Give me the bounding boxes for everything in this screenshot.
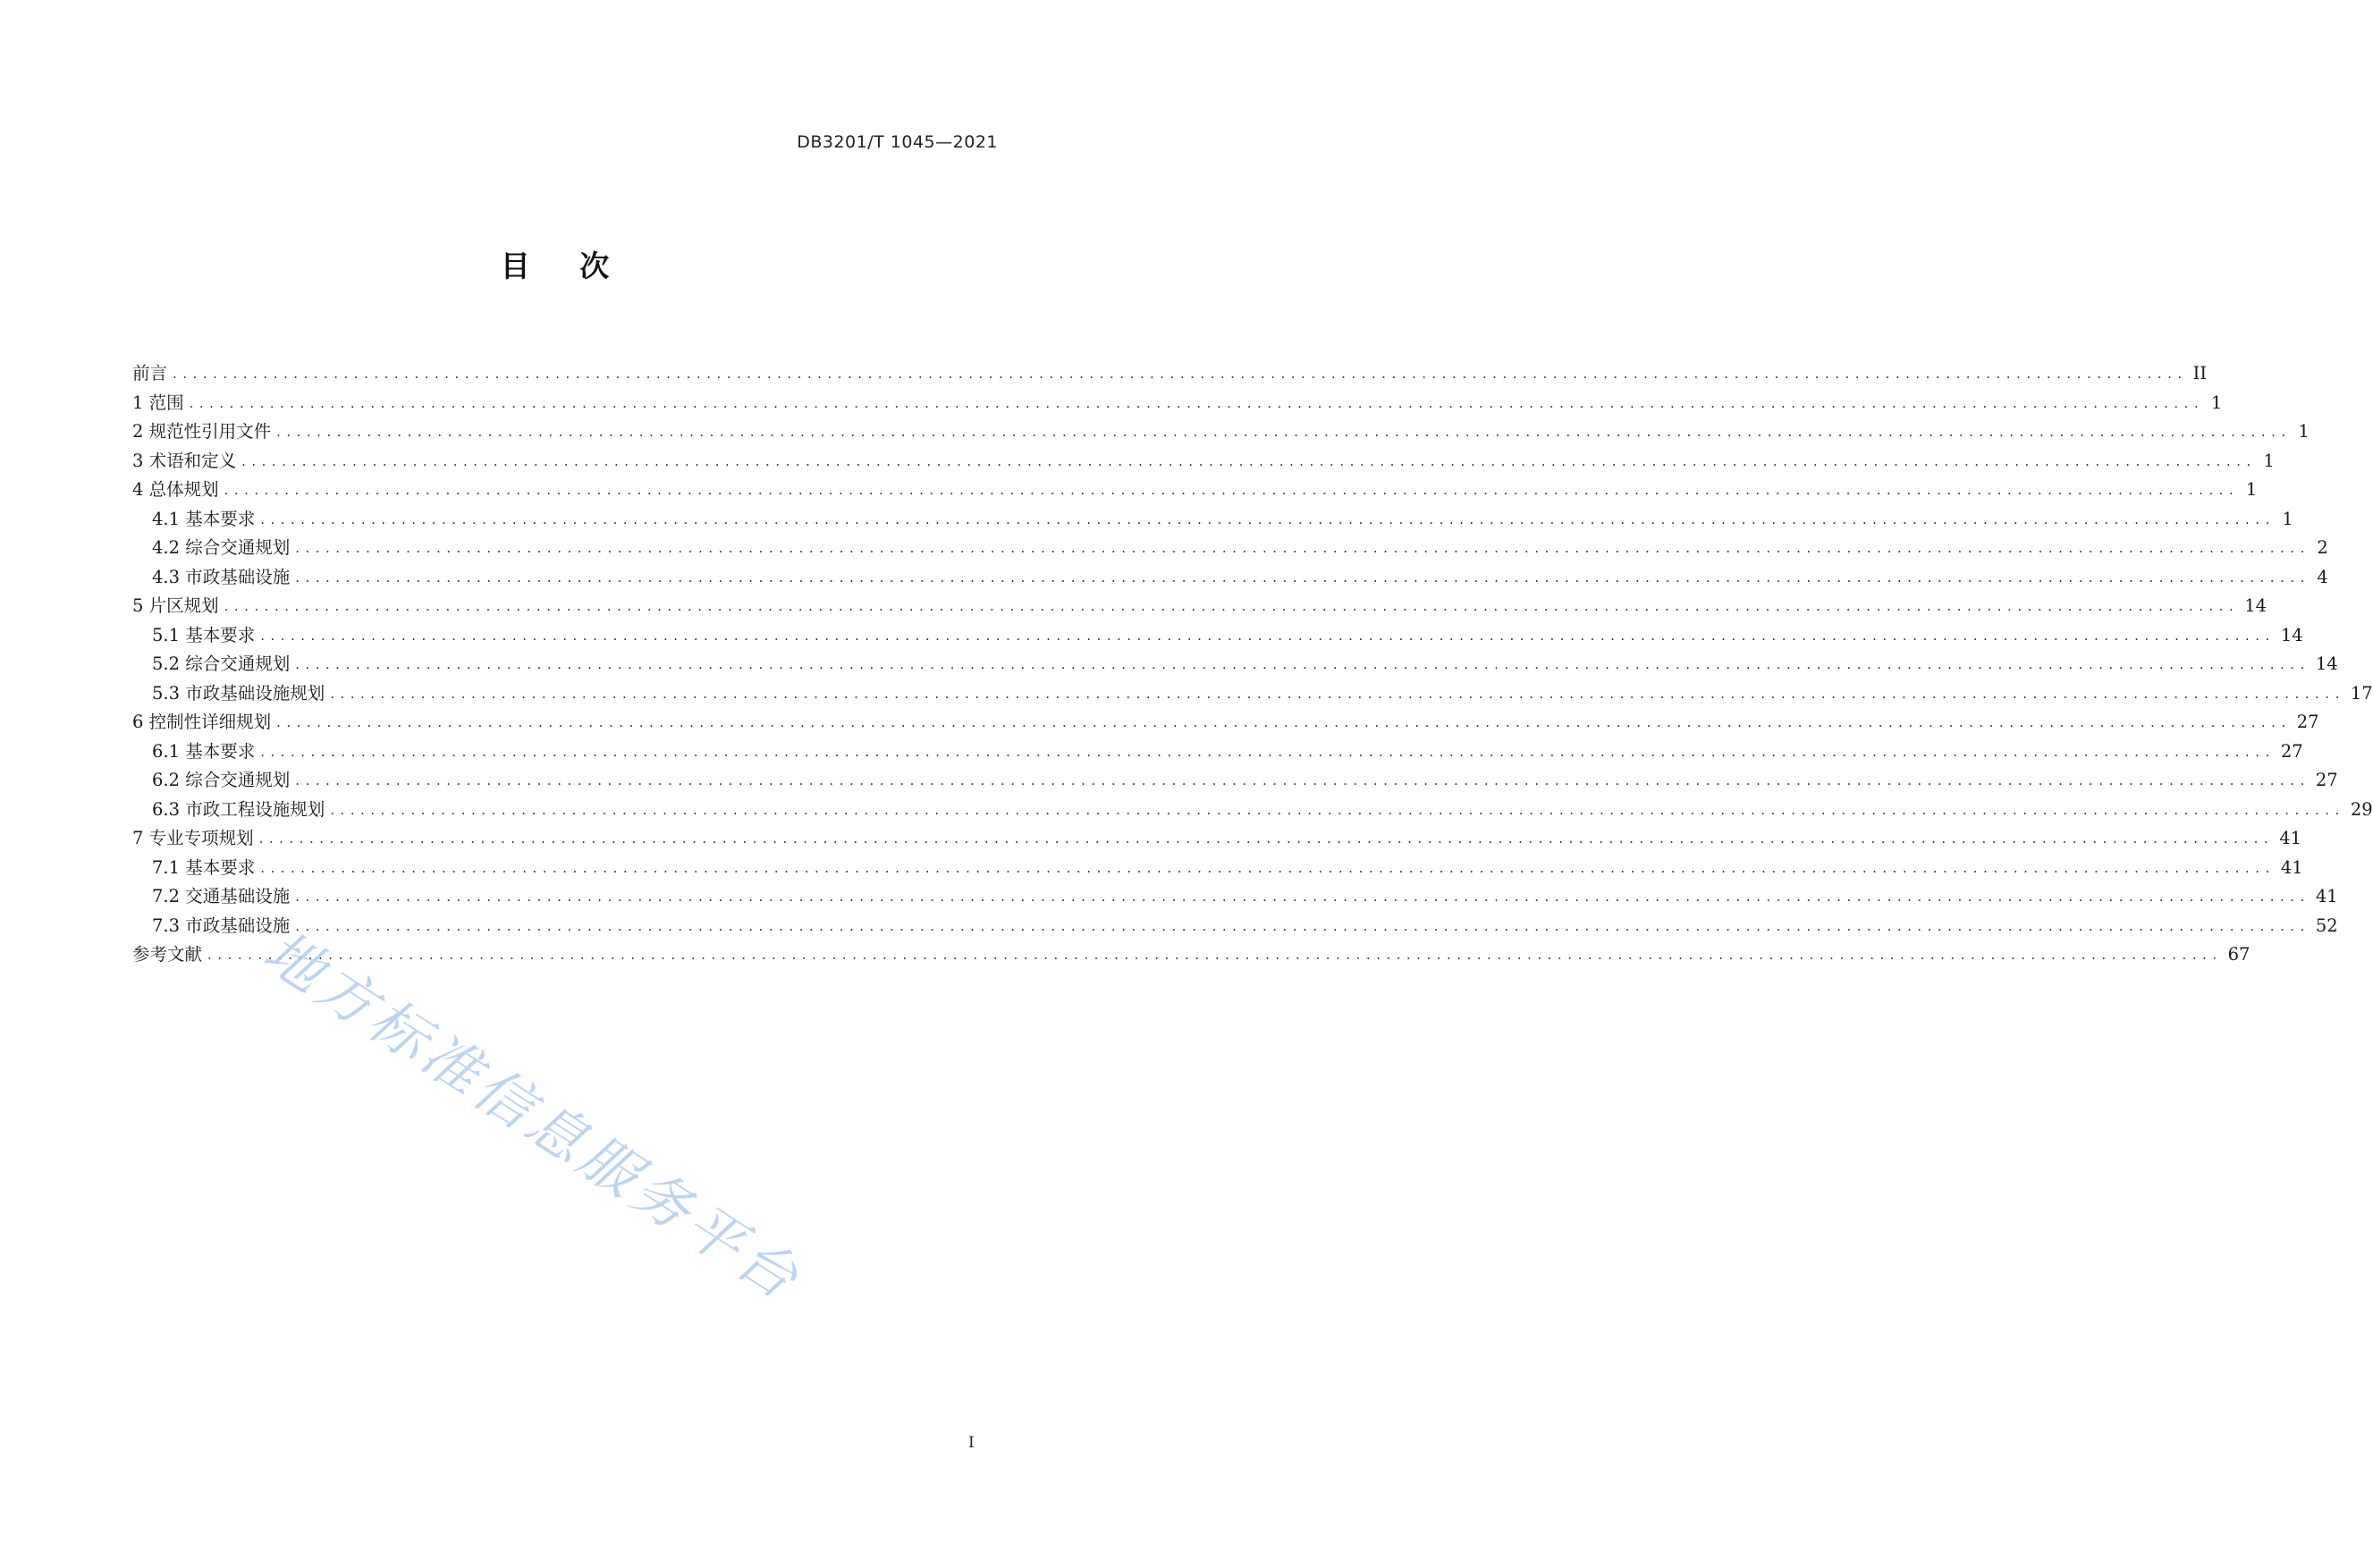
toc-dot-leader: ........................................................................................................................................................................................................ [258, 830, 2275, 847]
toc-dot-leader: ........................................................................................................................................................................................................ [260, 743, 2276, 760]
toc-dot-leader: ........................................................................................................................................................................................................ [295, 540, 2310, 557]
toc-dot-leader: ........................................................................................................................................................................................................ [207, 947, 2223, 964]
toc-entry[interactable] [132, 505, 2293, 535]
toc-entry-label: 5 片区规划 [132, 595, 219, 616]
toc-dot-leader: ........................................................................................................................................................................................................ [295, 656, 2310, 673]
toc-dot-leader: ........................................................................................................................................................................................................ [260, 859, 2276, 876]
toc-entry-page: 41 [2280, 856, 2303, 878]
toc-entry[interactable] [132, 796, 2373, 825]
toc-entry[interactable] [132, 417, 2310, 447]
toc-dot-leader: ........................................................................................................................................................................................................ [241, 452, 2257, 469]
toc-entry-page: 1 [2263, 450, 2275, 471]
toc-entry-label: 7.2 交通基础设施 [152, 886, 291, 906]
toc-entry-label: 2 规范性引用文件 [132, 421, 272, 442]
table-of-contents [132, 359, 2373, 970]
toc-entry-page: 41 [2279, 828, 2302, 848]
toc-dot-leader: ........................................................................................................................................................................................................ [224, 598, 2240, 615]
toc-entry[interactable] [132, 592, 2267, 621]
toc-entry-label: 6 控制性详细规划 [132, 712, 272, 732]
toc-entry-page: 1 [2245, 479, 2258, 500]
toc-entry[interactable] [132, 621, 2303, 651]
toc-entry-label: 5.3 市政基础设施规划 [152, 682, 325, 704]
toc-entry-page: 14 [2280, 624, 2303, 645]
toc-entry-page: 1 [2282, 508, 2293, 529]
toc-entry-page: 41 [2315, 886, 2338, 906]
toc-entry[interactable] [132, 476, 2258, 505]
toc-entry-label: 4.1 基本要求 [152, 508, 256, 529]
toc-entry-label: 3 术语和定义 [132, 450, 237, 471]
toc-dot-leader: ........................................................................................................................................................................................................ [330, 685, 2345, 702]
toc-entry-label: 7 专业专项规划 [132, 828, 254, 848]
toc-entry-page: 29 [2350, 798, 2373, 820]
toc-entry[interactable] [132, 708, 2319, 738]
toc-entry[interactable] [132, 534, 2328, 563]
toc-dot-leader: ........................................................................................................................................................................................................ [295, 772, 2310, 789]
toc-entry-label: 6.2 综合交通规划 [152, 770, 291, 790]
toc-entry[interactable] [132, 679, 2373, 709]
watermark: 地方标准信息服务平台 [251, 918, 813, 1315]
toc-entry-page: 2 [2317, 537, 2328, 558]
toc-entry[interactable] [132, 738, 2303, 767]
toc-entry[interactable] [132, 912, 2338, 941]
toc-dot-leader: ........................................................................................................................................................................................................ [260, 627, 2276, 644]
toc-entry[interactable] [132, 389, 2223, 418]
toc-entry-label: 4 总体规划 [132, 479, 219, 500]
toc-entry-page: 67 [2227, 944, 2251, 965]
toc-entry-page: 27 [2315, 770, 2338, 790]
toc-entry-page: 17 [2350, 682, 2373, 704]
toc-dot-leader: ........................................................................................................................................................................................................ [276, 424, 2292, 441]
toc-dot-leader: ........................................................................................................................................................................................................ [295, 569, 2310, 586]
page-number: I [968, 1434, 975, 1452]
toc-entry-page: 4 [2317, 566, 2328, 587]
toc-entry-page: 14 [2315, 653, 2338, 674]
toc-dot-leader: ........................................................................................................................................................................................................ [173, 366, 2188, 383]
toc-entry-label: 5.2 综合交通规划 [152, 653, 291, 674]
toc-entry[interactable] [132, 650, 2338, 679]
toc-entry[interactable] [132, 447, 2275, 476]
toc-entry[interactable] [132, 854, 2303, 883]
toc-entry-page: 14 [2244, 595, 2267, 616]
toc-entry-page: 1 [2298, 421, 2310, 442]
toc-dot-leader: ........................................................................................................................................................................................................ [330, 801, 2345, 818]
toc-entry-label: 7.1 基本要求 [152, 856, 256, 878]
toc-entry[interactable] [132, 359, 2208, 389]
toc-entry-label: 6.3 市政工程设施规划 [152, 798, 325, 820]
toc-entry-page: 52 [2315, 915, 2338, 936]
toc-entry-label: 7.3 市政基础设施 [152, 915, 291, 936]
toc-entry-label: 6.1 基本要求 [152, 740, 256, 762]
toc-entry-label: 4.2 综合交通规划 [152, 537, 291, 558]
toc-entry[interactable] [132, 563, 2328, 593]
toc-entry[interactable] [132, 882, 2338, 912]
toc-entry-label: 5.1 基本要求 [152, 624, 256, 645]
toc-dot-leader: ........................................................................................................................................................................................................ [295, 917, 2310, 934]
toc-entry-label: 4.3 市政基础设施 [152, 566, 291, 587]
toc-entry-label: 参考文献 [132, 944, 203, 965]
page-title: 目 次 [500, 249, 629, 283]
toc-entry-label: 前言 [132, 363, 168, 384]
toc-dot-leader: ........................................................................................................................................................................................................ [276, 714, 2292, 731]
document-code: DB3201/T 1045—2021 [797, 132, 998, 152]
toc-entry-label: 1 范围 [132, 392, 184, 413]
toc-entry[interactable] [132, 766, 2338, 796]
toc-entry[interactable] [132, 824, 2302, 854]
toc-dot-leader: ........................................................................................................................................................................................................ [260, 510, 2276, 527]
toc-entry-page: 27 [2280, 740, 2303, 762]
toc-entry-page: 27 [2296, 712, 2319, 732]
toc-entry-page: II [2192, 363, 2208, 384]
toc-dot-leader: ........................................................................................................................................................................................................ [295, 889, 2310, 906]
toc-dot-leader: ........................................................................................................................................................................................................ [189, 394, 2205, 411]
toc-entry-page: 1 [2210, 392, 2223, 413]
toc-dot-leader: ........................................................................................................................................................................................................ [224, 482, 2240, 499]
